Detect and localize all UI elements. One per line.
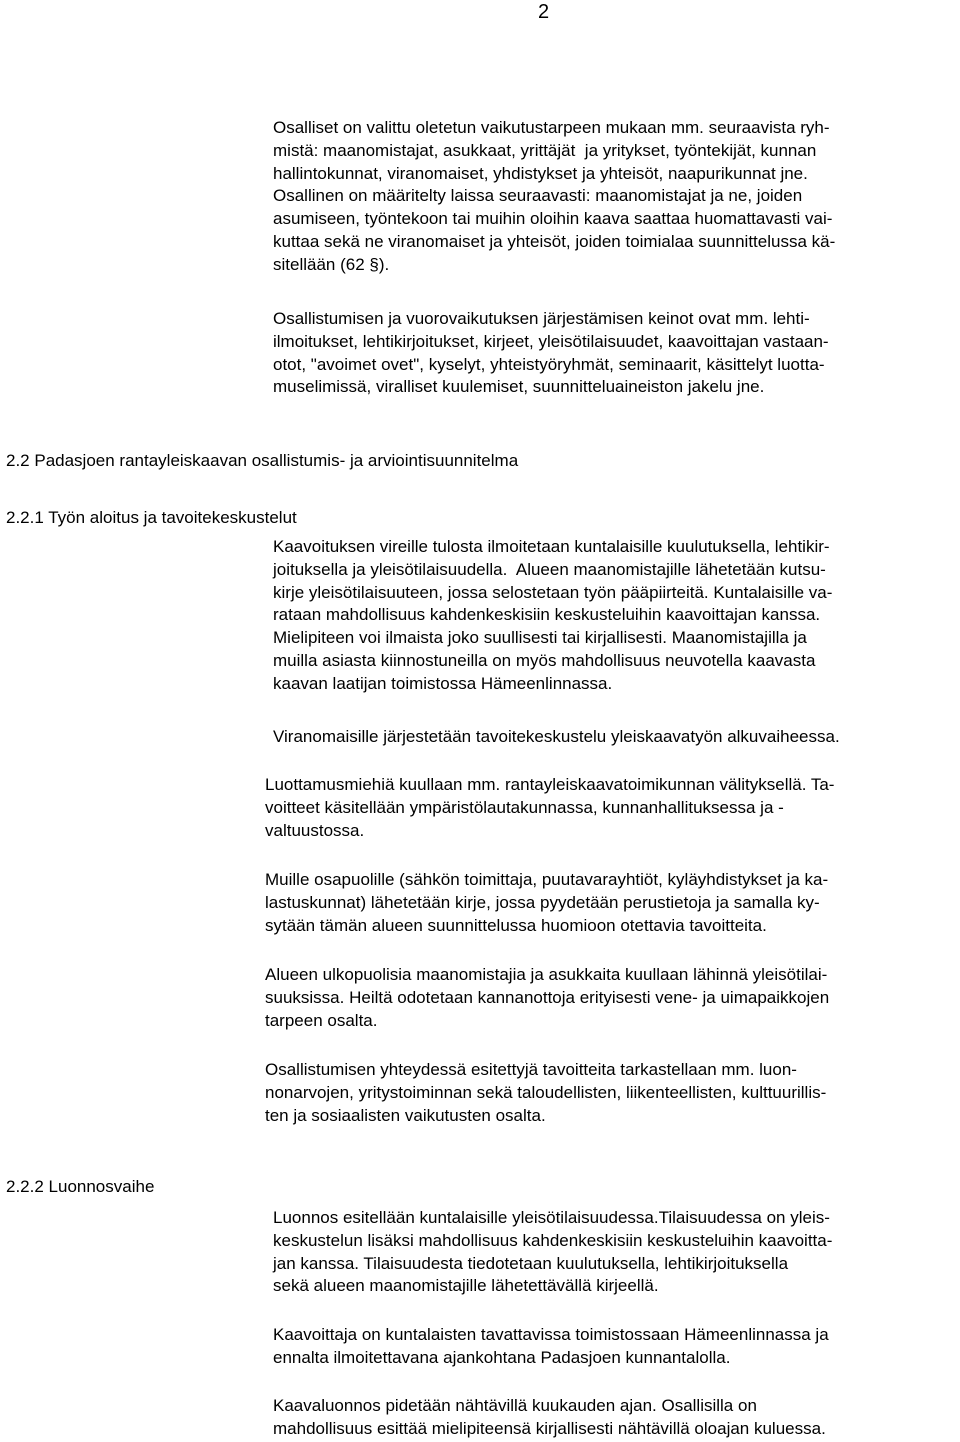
- paragraph-interaction-methods: Osallistumisen ja vuorovaikutuksen järjestämisen keinot ovat mm. lehti- ilmoitukset, lehtikirjoitukset, kirjeet, yleisötilaisuudet, kaavoittajan vastaan- otot, "avoimet ovet", kyselyt, yhteistyöryhmät, seminaarit, käsittelyt luotta- muselimissä, viralliset kuulemiset, suunnitteluaineiston jakelu jne.: [273, 309, 829, 397]
- paragraph-announcement: Kaavoituksen vireille tulosta ilmoitetaan kuntalaisille kuulutuksella, lehtikir- joituksella ja yleisötilaisuudella. Alueen maanomistajille lähetetään kutsu- kirje yleisötilaisuuteen, jossa selostetaan työn pääpiirteitä. Kuntalaisille va- rataan mahdollisuus kahdenkeskisiin keskusteluihin kaavoittajan kanssa. Mielipiteen voi ilmaista joko suullisesti tai kirjallisesti. Maanomistajilla ja muilla asiasta kiinnostuneilla on myös mahdollisuus neuvotella kaavasta kaavan laatijan toimistossa Hämeenlinnassa.: [273, 537, 833, 693]
- paragraph-draft-display: Kaavaluonnos pidetään nähtävillä kuukauden ajan. Osallisilla on mahdollisuus esittää mielipiteensä kirjallisesti nähtävillä oloajan kuluessa.: [273, 1396, 826, 1438]
- section-heading-2-2-2: 2.2.2 Luonnosvaihe: [6, 1177, 155, 1196]
- paragraph-other-parties: Muille osapuolille (sähkön toimittaja, puutavarayhtiöt, kyläyhdistykset ja ka- lastuskunnat) lähetetään kirje, jossa pyydetään perustietoja ja samalla ky- sytään tämän alueen suunnittelussa huomioon otettavia tavoitteita.: [265, 870, 829, 935]
- paragraph-trustees: Luottamusmiehiä kuullaan mm. rantayleiskaavatoimikunnan välityksellä. Ta- voitteet käsitellään ympäristölautakunnassa, kunnanhallituksessa ja - valtuustossa.: [265, 775, 835, 840]
- paragraph-authorities: Viranomaisille järjestetään tavoitekeskustelu yleiskaavatyön alkuvaiheessa.: [273, 727, 840, 746]
- paragraph-stakeholders: Osalliset on valittu oletetun vaikutustarpeen mukaan mm. seuraavista ryh- mistä: maanomistajat, asukkaat, yrittäjät ja yritykset, työntekijät, kunnan hallintokunnat, viranomaiset, yhdistykset ja yhteisöt, naapurikunnat jne. Osallinen on määritelty laissa seuraavasti: maanomistajat ja ne, joiden asumiseen, työntekoon tai muihin oloihin kaava saattaa huomattavasti vai- kuttaa sekä ne viranomaiset ja yhteisöt, joiden toimialaa suunnittelussa kä- sitellään (62 §).: [273, 118, 836, 274]
- section-heading-2-2-1: 2.2.1 Työn aloitus ja tavoitekeskustelut: [6, 508, 297, 527]
- paragraph-draft-presentation: Luonnos esitellään kuntalaisille yleisötilaisuudessa.Tilaisuudessa on yleis- keskustelun lisäksi mahdollisuus kahdenkeskisiin keskusteluihin kaavoitta- jan kanssa. Tilaisuudesta tiedotetaan kuulutuksella, lehtikirjoituksella sekä alueen maanomistajille lähetettävällä kirjeellä.: [273, 1208, 833, 1296]
- paragraph-review-goals: Osallistumisen yhteydessä esitettyjä tavoitteita tarkastellaan mm. luon- nonarvojen, yritystoiminnan sekä taloudellisten, liikenteellisten, kulttuurillis- ten ja sosiaalisten vaikutusten osalta.: [265, 1060, 827, 1125]
- paragraph-planner-availability: Kaavoittaja on kuntalaisten tavattavissa toimistossaan Hämeenlinnassa ja ennalta ilmoitettavana ajankohtana Padasjoen kunnantalolla.: [273, 1325, 829, 1367]
- paragraph-outside-owners: Alueen ulkopuolisia maanomistajia ja asukkaita kuullaan lähinnä yleisötilai- suuksissa. Heiltä odotetaan kannanottoja erityisesti vene- ja uimapaikkojen tarpeen osalta.: [265, 965, 830, 1030]
- page-number: 2: [538, 1, 550, 23]
- section-heading-2-2: 2.2 Padasjoen rantayleiskaavan osallistumis- ja arviointisuunnitelma: [6, 451, 519, 470]
